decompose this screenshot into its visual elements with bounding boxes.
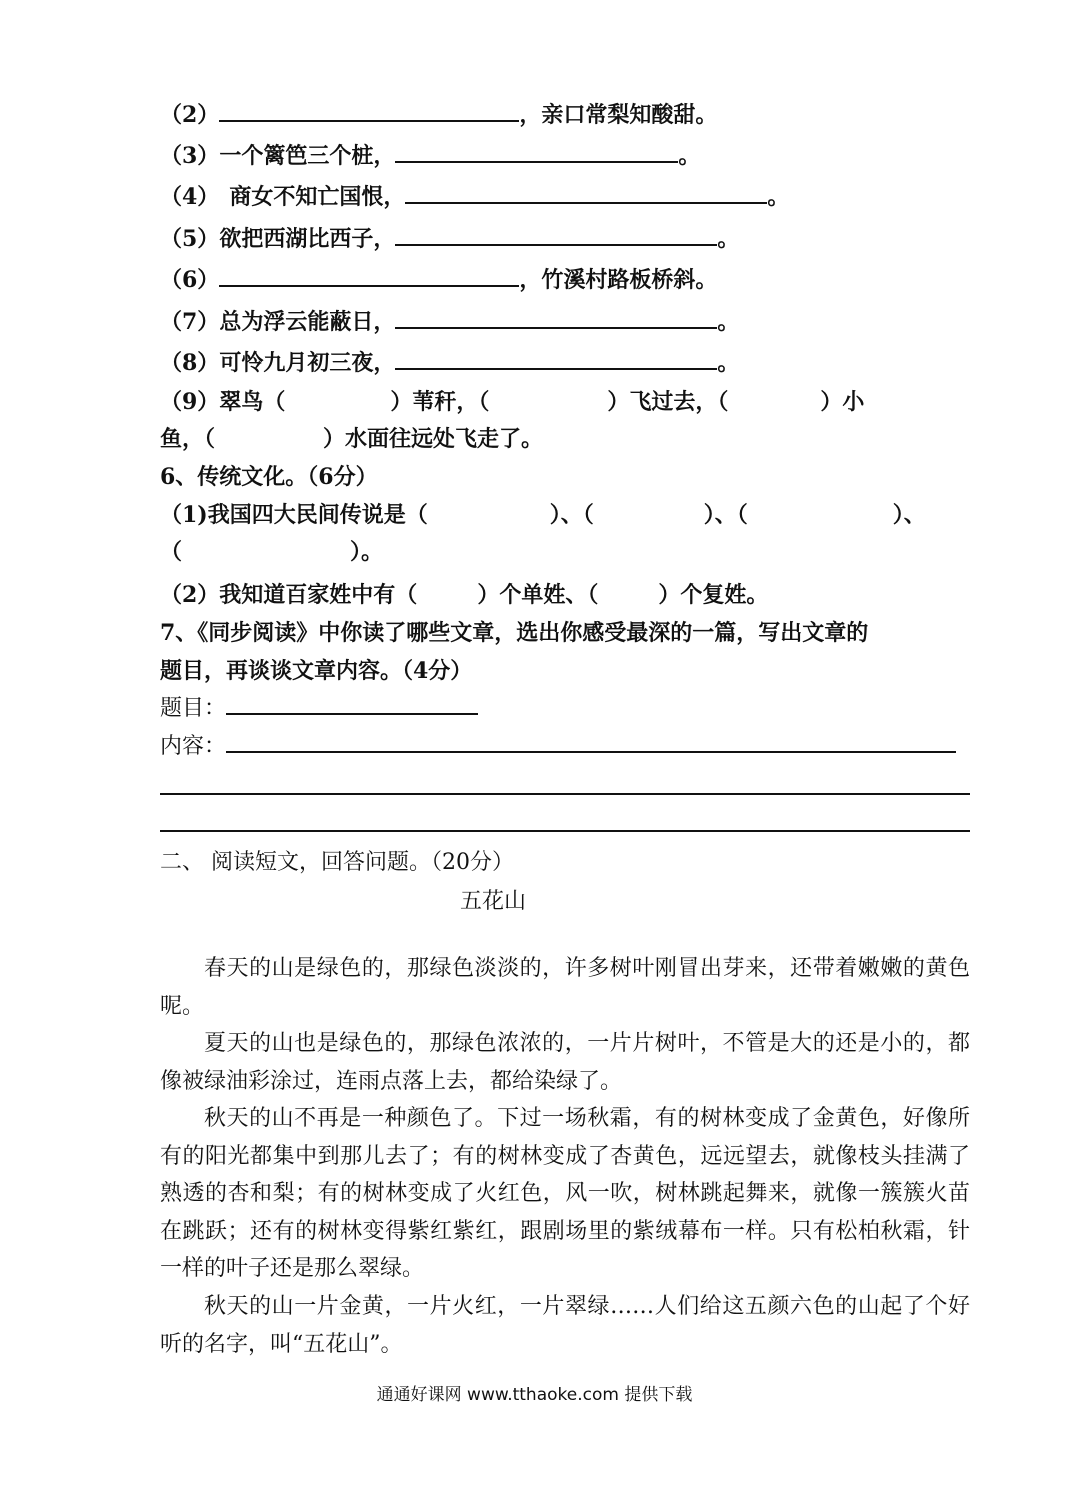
content-answer-line[interactable] [160,793,970,795]
q9-text: 翠鸟（ [219,389,286,415]
q9-line-2 [160,424,543,454]
answer-blank[interactable] [219,265,519,287]
poem-line-5 [160,224,739,254]
q6-text: ）个复姓。 [658,582,769,608]
answer-blank[interactable] [219,100,519,122]
q9-text: ）苇秆，（ [390,389,490,415]
poem-text: 。 [717,226,740,252]
answer-blank[interactable] [395,348,717,370]
item-number: （7） [160,309,220,335]
poem-line-4 [160,182,789,212]
passage-paragraph-2: 夏天的山也是绿色的，那绿色浓浓的，一片片树叶，不管是大的还是小的，都像被绿油彩涂过，连雨点落上去，都给染绿了。 [160,1031,970,1094]
q6-text: ）、（ [549,502,594,528]
poem-text: 。 [717,309,740,335]
poem-text: 。 [767,184,790,210]
answer-blank[interactable] [405,182,767,204]
item-number: （5） [160,226,220,252]
q6-text: （2）我知道百家姓中有（ [160,582,418,608]
answer-blank[interactable] [395,224,717,246]
q6-text: ）。 [350,539,384,565]
poem-text: 。 [678,143,701,169]
q7-title-row [160,693,478,723]
answer-blank[interactable] [395,141,678,163]
q7-content-row [160,731,956,761]
poem-line-7 [160,307,739,337]
item-number: （2） [160,102,220,128]
poem-text: 总为浮云能蔽日， [219,309,396,335]
poem-line-8 [160,348,739,378]
q9-text: 鱼，（ [160,426,216,452]
title-answer-blank[interactable] [226,693,478,715]
q6-text: （ [160,539,183,565]
q9-line-1 [160,387,864,417]
passage-title: 五花山 [460,889,527,914]
q6-text: （1)我国四大民间传说是（ [160,502,428,528]
title-label: 题目： [160,696,227,721]
poem-text: 一个篱笆三个桩， [219,143,396,169]
page-footer: 通通好课网 www.tthaoke.com 提供下载 [376,1385,693,1405]
passage-paragraph-1: 春天的山是绿色的，那绿色淡淡的，许多树叶刚冒出芽来，还带着嫩嫩的黄色呢。 [160,956,970,1019]
poem-text: 商女不知亡国恨， [229,184,406,210]
passage-paragraph-3: 秋天的山不再是一种颜色了。下过一场秋霜，有的树林变成了金黄色，好像所有的阳光都集中到那儿去了；有的树林变成了杏黄色，远远望去，就像枝头挂满了熟透的杏和梨；有的树林变成了火红色，风一吹，树林跳起舞来，就像一簇簇火苗在跳跃；还有的树林变得紫红紫红，跟剧场里的紫绒幕布一样。只有松柏秋霜，针一样的叶子还是那么翠绿。 [160,1106,970,1281]
q9-text: ）水面往远处飞走了。 [323,426,544,452]
q6-text: ）个单姓、（ [477,582,599,608]
poem-line-6 [160,265,717,295]
poem-text: 。 [717,350,740,376]
item-number: （9） [160,389,220,415]
q6-line-2 [160,537,383,567]
content-label: 内容： [160,734,227,759]
item-number: （3） [160,143,220,169]
q7-line-1: 7、《同步阅读》中你读了哪些文章，选出你感受最深的一篇，写出文章的 [160,620,869,646]
q6-text: ）、（ [703,502,748,528]
q6-line-3 [160,580,768,610]
poem-line-3 [160,141,700,171]
content-answer-blank[interactable] [226,731,956,753]
poem-text: ，竹溪村路板桥斜。 [519,267,718,293]
q6-line-1 [160,500,926,530]
q6-heading: 6、传统文化。（6分） [160,464,378,490]
item-number: （8） [160,350,220,376]
poem-text: 欲把西湖比西子， [219,226,396,252]
q7-line-2: 题目，再谈谈文章内容。（4分） [160,658,473,684]
poem-text: 可怜九月初三夜， [219,350,396,376]
item-number: （4） [160,184,220,210]
q9-text: ）小 [820,389,865,415]
poem-line-2 [160,100,717,130]
answer-blank[interactable] [395,307,717,329]
section-heading: 二、 阅读短文，回答问题。（20分） [160,850,514,875]
content-answer-line[interactable] [160,830,970,832]
q9-text: ）飞过去，（ [607,389,729,415]
q6-text: ）、 [892,502,926,528]
poem-text: ，亲口常梨知酸甜。 [519,102,718,128]
passage-paragraph-4: 秋天的山一片金黄，一片火红，一片翠绿……人们给这五颜六色的山起了个好听的名字，叫“五花山”。 [160,1294,970,1357]
item-number: （6） [160,267,220,293]
